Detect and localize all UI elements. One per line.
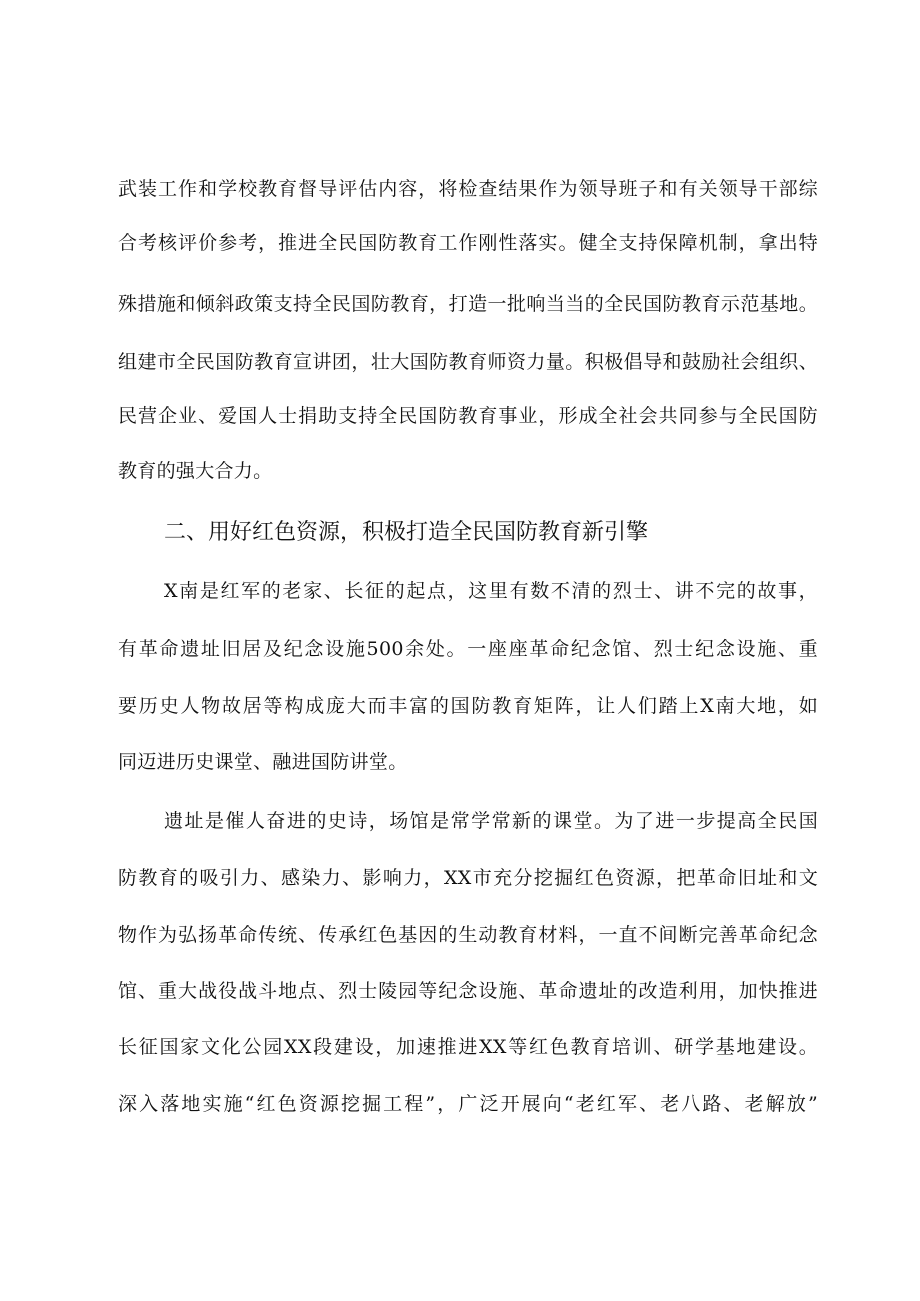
paragraph-line: 物作为弘扬革命传统、传承红色基因的生动教育材料，一直不间断完善革命纪念: [118, 924, 818, 946]
paragraph-line: 遗址是催人奋进的史诗，场馆是常学常新的课堂。为了进一步提高全民国: [164, 810, 818, 832]
paragraph-line: 殊措施和倾斜政策支持全民国防教育，打造一批响当当的全民国防教育示范基地。: [118, 293, 818, 315]
paragraph-line: X南是红军的老家、长征的起点，这里有数不清的烈士、讲不完的故事，: [164, 580, 818, 602]
paragraph-line: 要历史人物故居等构成庞大而丰富的国防教育矩阵，让人们踏上X南大地，如: [118, 695, 818, 717]
paragraph-line: 民营企业、爱国人士捐助支持全民国防教育事业，形成全社会共同参与全民国防: [118, 405, 818, 427]
paragraph-line: 教育的强大合力。: [118, 460, 273, 482]
paragraph-line: 武装工作和学校教育督导评估内容，将检查结果作为领导班子和有关领导干部综: [118, 178, 818, 200]
section-heading: 二、用好红色资源，积极打造全民国防教育新引擎: [164, 520, 649, 545]
paragraph-line: 组建市全民国防教育宣讲团，壮大国防教育师资力量。积极倡导和鼓励社会组织、: [118, 351, 818, 373]
paragraph-line: 长征国家文化公园XX段建设，加速推进XX等红色教育培训、研学基地建设。: [118, 1036, 818, 1058]
paragraph-line: 馆、重大战役战斗地点、烈士陵园等纪念设施、革命遗址的改造利用，加快推进: [118, 980, 818, 1002]
paragraph-line: 同迈进历史课堂、融进国防讲堂。: [118, 751, 408, 773]
paragraph-line: 防教育的吸引力、感染力、影响力，XX市充分挖掘红色资源，把革命旧址和文: [118, 867, 818, 889]
paragraph-line: 有革命遗址旧居及纪念设施500余处。一座座革命纪念馆、烈士纪念设施、重: [118, 638, 818, 660]
paragraph-line: 深入落地实施“红色资源挖掘工程”，广泛开展向“老红军、老八路、老解放”: [118, 1093, 818, 1115]
paragraph-line: 合考核评价参考，推进全民国防教育工作刚性落实。健全支持保障机制，拿出特: [118, 232, 818, 254]
